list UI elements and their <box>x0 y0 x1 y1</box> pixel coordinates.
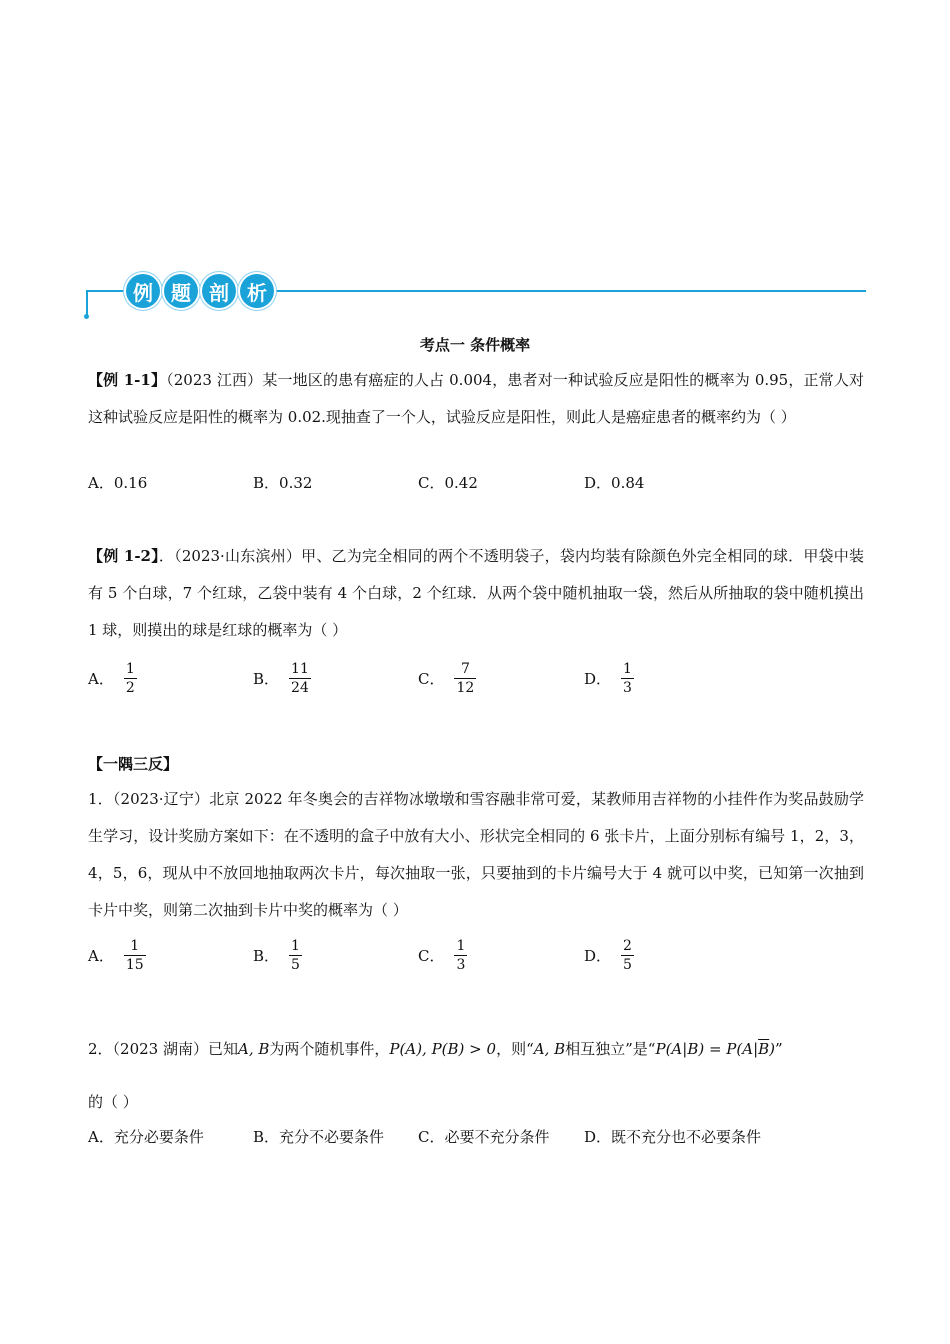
example-tag: 【例 1-1】 <box>88 371 167 389</box>
math-expr: $P(A|B) = P(A|\overline{B})$ <box>655 1040 776 1058</box>
option-c: C． $\frac{1}{3}$ <box>418 938 466 973</box>
option-b: B． 充分不必要条件 <box>253 1128 385 1146</box>
option-a: A． $\frac{1}{15}$ <box>88 938 144 973</box>
option-c: C． 必要不充分条件 <box>418 1128 550 1146</box>
option-d: D． $\frac{2}{5}$ <box>584 938 632 973</box>
option-b: B． $\frac{11}{24}$ <box>253 661 309 696</box>
example-tag: 【例 1-2】 <box>88 547 159 565</box>
fraction: $\frac{11}{24}$ <box>291 661 309 696</box>
fraction: $\frac{2}{5}$ <box>623 938 632 973</box>
banner-dot <box>84 314 89 319</box>
option-a: A． 0.16 <box>88 473 148 492</box>
option-a: A． $\frac{1}{2}$ <box>88 661 135 696</box>
banner-chip: 剖 <box>202 274 236 308</box>
example-1-2 <box>88 538 864 649</box>
section-title: 考点一 条件概率 <box>419 336 531 354</box>
option-c: C． 0.42 <box>418 473 478 492</box>
option-d: D． $\frac{1}{3}$ <box>584 661 632 696</box>
option-b: B． $\frac{1}{5}$ <box>253 938 300 973</box>
fraction: $\frac{7}{12}$ <box>456 661 475 696</box>
math-expr: A, B <box>238 1040 270 1058</box>
fraction: $\frac{1}{5}$ <box>291 938 300 973</box>
banner-chips <box>126 274 274 308</box>
fraction: $\frac{1}{15}$ <box>125 938 144 973</box>
example-1-1-options <box>88 472 864 512</box>
banner-chip: 例 <box>126 274 160 308</box>
question-1-options <box>88 937 864 977</box>
math-expr: A, B <box>533 1040 566 1058</box>
banner-chip: 题 <box>164 274 198 308</box>
section-banner <box>86 268 866 320</box>
banner-left-tick <box>86 290 88 316</box>
option-d: D． 0.84 <box>584 473 645 492</box>
option-d: D． 既不充分也不必要条件 <box>584 1128 762 1146</box>
example-1-2-options <box>88 660 864 700</box>
question-1: 1．（2023·辽宁）北京 2022 年冬奥会的吉祥物冰墩墩和雪容融非常可爱，某教师用吉祥物的小挂件作为奖品鼓励学生学习，设计奖励方案如下：在不透明的盒子中放有大小、形状完全相同的 6 张卡片，上面分别标有编号 1，2，3，4，5，6，现从中不放回地抽取两次卡片，每次抽取一张，只要抽到的卡片编号大于 4 就可以中奖，已知第一次抽到卡片中奖，则第二次抽到卡片中奖的概率为（ ） <box>88 790 864 919</box>
fraction: $\frac{1}{3}$ <box>623 661 632 696</box>
option-c: C． $\frac{7}{12}$ <box>418 661 475 696</box>
example-text: （2023 江西）某一地区的患有癌症的人占 0.004，患者对一种试验反应是阳性的概率为 0.95，正常人对这种试验反应是阳性的概率为 0.02.现抽查了一个人，试验反应是阳性，则此人是癌症患者的概率约为（ ） <box>88 371 864 426</box>
fraction: $\frac{1}{3}$ <box>456 938 466 973</box>
practice-heading: 【一隅三反】 <box>88 755 179 773</box>
math-expr: P(A), P(B) > 0 <box>389 1040 497 1058</box>
banner-chip: 析 <box>240 274 274 308</box>
question-2: 2．（2023 湖南）已知A, B为两个随机事件，P(A), P(B) > 0，则“A, B相互独立”是“$P(A|B) = P(A|\overline{B})$” <box>88 1040 783 1058</box>
option-a: A． 充分必要条件 <box>88 1128 204 1146</box>
fraction: $\frac{1}{2}$ <box>125 661 135 696</box>
question-2-options <box>88 1126 864 1166</box>
example-1-1 <box>88 362 864 436</box>
question-2-tail: 的（ ） <box>88 1093 138 1111</box>
option-b: B． 0.32 <box>253 473 313 492</box>
example-text: ．（2023·山东滨州）甲、乙为完全相同的两个不透明袋子，袋内均装有除颜色外完全相同的球．甲袋中装有 5 个白球，7 个红球，乙袋中装有 4 个白球，2 个红球．从两个袋中随机抽取一袋，然后从所抽取的袋中随机摸出 1 球，则摸出的球是红球的概率为（ ） <box>88 547 864 639</box>
